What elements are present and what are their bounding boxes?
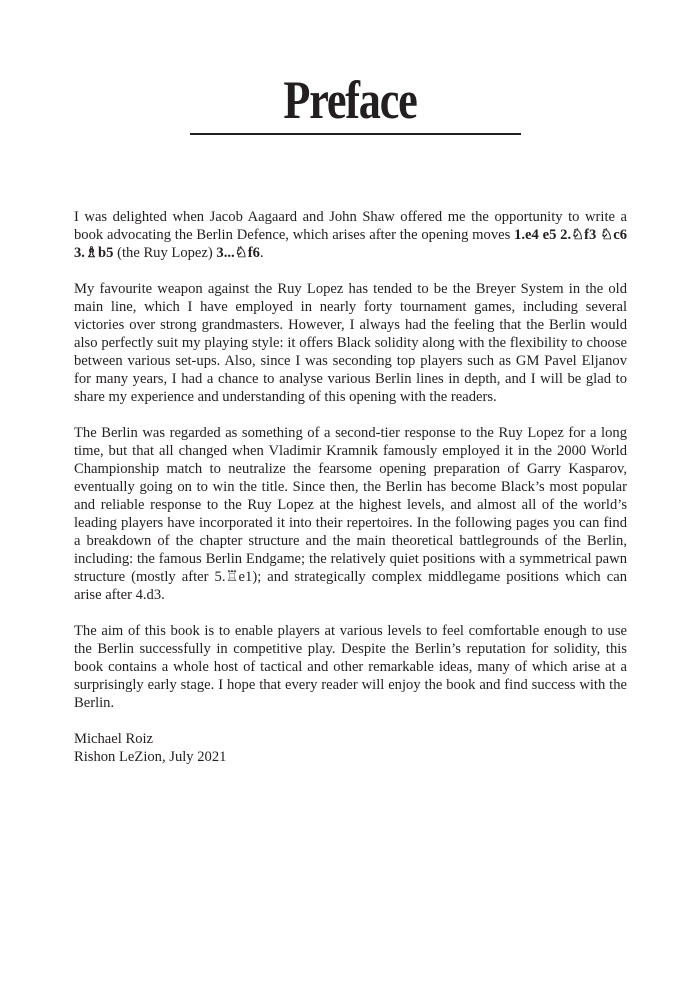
- berlin-move: 3...♘f6: [216, 245, 260, 261]
- title-underline: [190, 133, 521, 135]
- paragraph-1: [74, 208, 627, 262]
- paragraph-1-end: .: [259, 245, 264, 261]
- paragraph-2: My favourite weapon against the Ruy Lopez has tended to be the Breyer System in the old main line, which I have employed in nearly forty tournament games, including several victories over strong grandmasters. However, I always had the feeling that the Berlin would also perfectly suit my playing style: it offers Black solidity along with the flexibility to choose between various set-ups. Also, since I was seconding top players such as GM Pavel Eljanov for many years, I had a chance to analyse various Berlin lines in depth, and I will be glad to share my experience and understanding of this opening with the readers.: [74, 281, 627, 405]
- page-title: Preface: [283, 70, 417, 130]
- place-date: Rishon LeZion, July 2021: [74, 749, 227, 765]
- author-name: Michael Roiz: [74, 731, 154, 747]
- paragraph-1-mid: (the Ruy Lopez): [113, 245, 217, 261]
- paragraph-4: The aim of this book is to enable players at various levels to feel comfortable enough to use the Berlin successfully in competitive play. Despite the Berlin’s reputation for solidity, this book contains a whole host of tactical and other remarkable ideas, many of which arise at a surprisingly early stage. I hope that every reader will enjoy the book and find success with the Berlin.: [74, 623, 627, 711]
- opening-moves: 1.e4 e5 2.♘f3 ♘c6 3.♗b5: [74, 227, 627, 261]
- paragraph-3: The Berlin was regarded as something of a second-tier response to the Ruy Lopez for a long time, but that all changed when Vladimir Kramnik famously employed it in the 2000 World Championship match to neutralize the fearsome opening preparation of Garry Kasparov, eventually going on to win the title. Since then, the Berlin has become Black’s most popular and reliable response to the Ruy Lopez at the highest levels, and almost all of the world’s leading players have incorporated it into their repertoires. In the following pages you can find a breakdown of the chapter structure and the main theoretical battlegrounds of the Berlin, including: the famous Berlin Endgame; the relatively quiet positions with a symmetrical pawn structure (mostly after 5.♖e1); and strategically complex middlegame positions which can arise after 4.d3.: [74, 425, 627, 603]
- preface-body: [74, 208, 627, 766]
- paragraph-1-text: I was delighted when Jacob Aagaard and John Shaw offered me the opportunity to write a book advocating the Berlin Defence, which arises after the opening moves: [74, 209, 627, 243]
